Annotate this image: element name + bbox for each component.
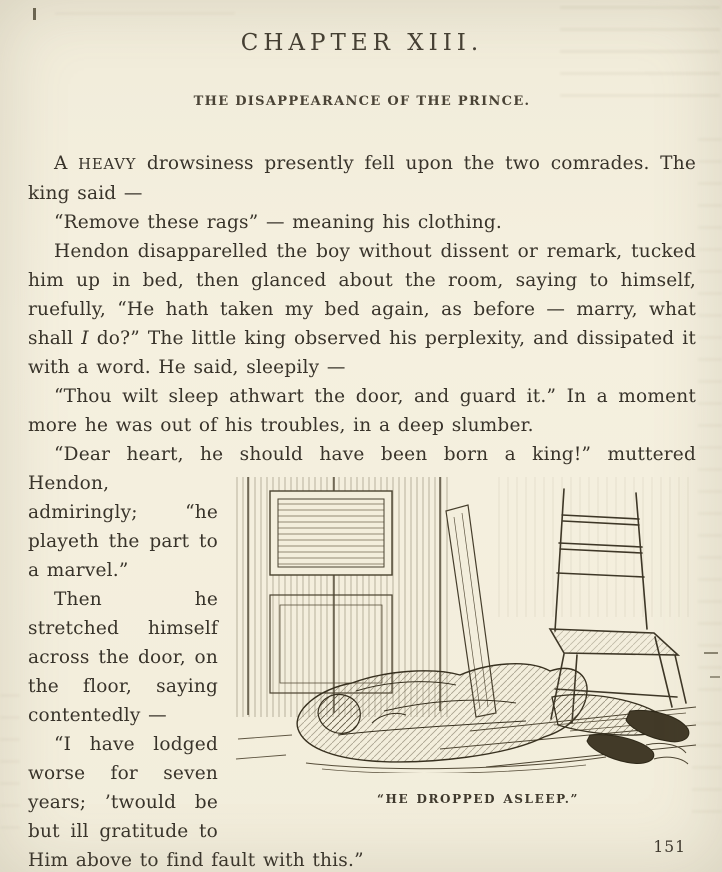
section-title: THE DISAPPEARANCE OF THE PRINCE. — [193, 94, 531, 109]
body-text — [28, 149, 696, 872]
scan-artifact — [710, 676, 720, 678]
paragraph-text: “Dear heart, he should have been born a king!” muttered Hendon, — [28, 444, 696, 494]
paragraph-text: drowsiness presently fell upon the two comrades. The king said — — [28, 153, 696, 204]
paragraph-athwart-door — [28, 382, 696, 440]
paragraph-text: admiringly; “he playeth the part to a marvel.” — [28, 502, 218, 581]
paragraph-text: Then he stretched himself across the door, on the floor, saying contentedly — — [28, 589, 218, 726]
paragraph-opening — [28, 149, 696, 208]
paragraph-text: Hendon disapparelled the boy without dissent or remark, tucked him up in bed, then glanced about the room, saying to himself, ruefully, “He hath taken my bed again, as before — marry, what shall — [28, 241, 696, 349]
bleed-through-bottom-right — [692, 712, 722, 832]
paragraph-remove-rags — [28, 208, 696, 237]
page-content — [28, 16, 696, 871]
page-number: 151 — [653, 838, 686, 856]
paragraph-text: “Thou wilt sleep athwart the door, and guard it.” In a moment more he was out of his troubles, in a deep slumber. — [28, 386, 696, 436]
sleeping-man-drawing — [234, 477, 696, 773]
paragraph-text: do?” The little king observed his perplexity, and dissipated it with a word. He said, sleepily — — [28, 328, 696, 378]
small-caps-word: HEAVY — [78, 156, 137, 173]
chapter-heading: CHAPTER XIII. — [240, 30, 484, 56]
bleed-through-right-margin — [698, 130, 722, 710]
illustration-caption: “HE DROPPED ASLEEP.” — [377, 792, 579, 806]
paragraph-hendon — [28, 237, 696, 382]
illustration — [234, 477, 696, 814]
italic-word: I — [81, 328, 89, 349]
paragraph-text: “Remove these rags” — meaning his clothing. — [54, 212, 502, 233]
paragraph-text: “I have lodged worse for seven years; ’twould be but ill gratitude to Him above to find fault with this.” — [28, 734, 364, 871]
paragraph-text: A — [54, 153, 68, 174]
bleed-through-bottom-left — [0, 678, 20, 848]
scan-artifact — [704, 652, 718, 654]
